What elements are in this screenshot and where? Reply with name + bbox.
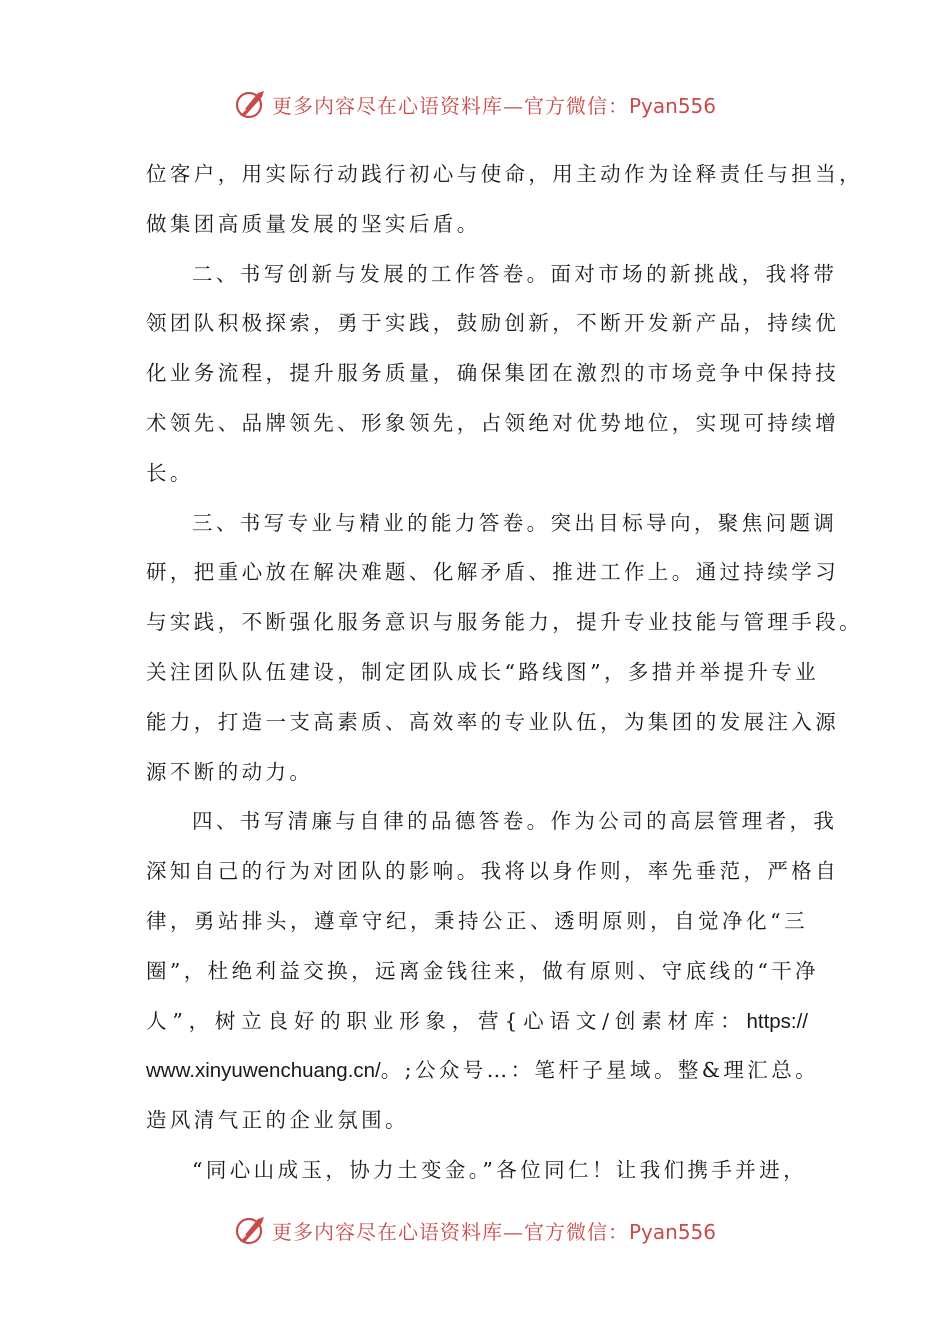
document-body xyxy=(146,150,863,1196)
text-line: 位客户，用实际行动践行初心与使命，用主动作为诠释责任与担当， xyxy=(146,162,863,186)
text-line: 人”，树立良好的职业形象，营{心语文/创素材库：https:// xyxy=(146,1008,808,1033)
footer-banner xyxy=(0,1210,950,1250)
text-line: 长。 xyxy=(146,460,194,485)
text-line: 化业务流程，提升服务质量，确保集团在激烈的市场竞争中保持技 xyxy=(146,361,840,386)
paragraph-start-line: “同心山成玉，协力土变金。”各位同仁！让我们携手并进， xyxy=(192,1157,808,1182)
text-line: 研，把重心放在解决难题、化解矛盾、推进工作上。通过持续学习 xyxy=(146,560,840,585)
text-line: 能力，打造一支高素质、高效率的专业队伍，为集团的发展注入源 xyxy=(146,709,840,734)
url-link: www.xinyuwenchuang.cn/ xyxy=(146,1059,381,1083)
paragraph-start-line: 二、书写创新与发展的工作答卷。面对市场的新挑战，我将带 xyxy=(192,261,838,286)
pen-logo-icon xyxy=(234,1213,268,1247)
text-line: 圈”，杜绝利益交换，远离金钱往来，做有原则、守底线的“干净 xyxy=(146,958,820,983)
text-line: 造风清气正的企业氛围。 xyxy=(146,1108,409,1133)
text-line: 与实践，不断强化服务意识与服务能力，提升专业技能与管理手段。 xyxy=(146,610,863,635)
text-line: 做集团高质量发展的坚实后盾。 xyxy=(146,211,481,236)
url-fragment: https:// xyxy=(746,1009,808,1033)
header-banner xyxy=(0,84,950,124)
text-line: 领团队积极探索，勇于实践，鼓励创新，不断开发新产品，持续优 xyxy=(146,311,840,336)
text-line: www.xinyuwenchuang.cn/。;公众号…：笔杆子星域。整&理汇总。 xyxy=(146,1058,820,1083)
text-line: 关注团队队伍建设，制定团队成长“路线图”，多措并举提升专业 xyxy=(146,659,820,684)
text-line: 律，勇站排头，遵章守纪，秉持公正、透明原则，自觉净化“三 xyxy=(146,908,808,933)
paragraph-start-line: 三、书写专业与精业的能力答卷。突出目标导向，聚焦问题调 xyxy=(192,510,838,535)
header-banner-text: 更多内容尽在心语资料库—官方微信：Pyan556 xyxy=(271,93,716,118)
text-line: 源不断的动力。 xyxy=(146,759,314,784)
text-line: 深知自己的行为对团队的影响。我将以身作则，率先垂范，严格自 xyxy=(146,859,840,884)
pen-logo-icon xyxy=(234,87,268,121)
text-line: 术领先、品牌领先、形象领先，占领绝对优势地位，实现可持续增 xyxy=(146,410,840,435)
footer-banner-text: 更多内容尽在心语资料库—官方微信：Pyan556 xyxy=(271,1219,716,1244)
paragraph-start-line: 四、书写清廉与自律的品德答卷。作为公司的高层管理者，我 xyxy=(192,809,838,834)
